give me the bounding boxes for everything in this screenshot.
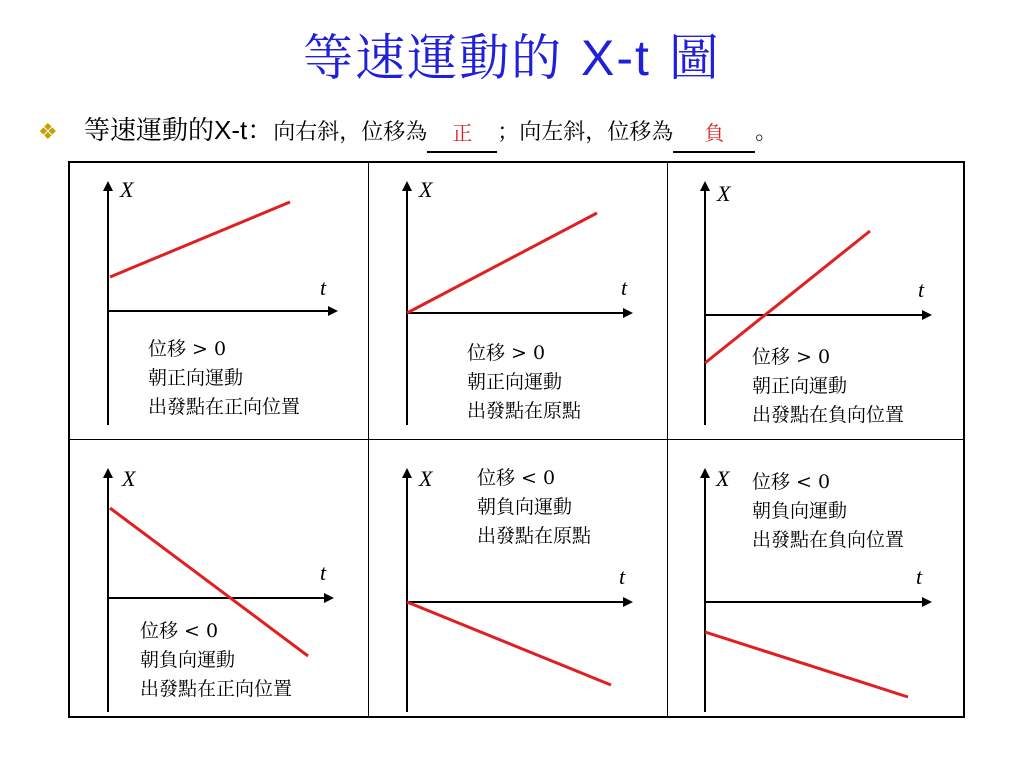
t-axis-label: t (916, 564, 923, 589)
panel-4 (70, 440, 369, 718)
position-line (407, 602, 611, 685)
t-axis-arrow-icon (623, 597, 633, 607)
t-axis-label: t (320, 560, 327, 585)
position-line (110, 202, 290, 277)
diamond-bullet-icon: ❖ (38, 120, 58, 145)
bullet-lead-cjk: 等速運動的 (84, 116, 215, 146)
x-axis-label: X (717, 181, 731, 206)
x-axis-label: X (716, 466, 730, 491)
xt-graph-table (68, 161, 965, 718)
caption-displacement: 位移 > 0 (752, 346, 831, 368)
x-axis-arrow-icon (700, 181, 710, 191)
panel-4-caption (140, 617, 292, 704)
title-latin: X-t (581, 30, 651, 86)
panel-5-caption (477, 464, 591, 551)
page-title (0, 28, 1024, 88)
position-line (407, 213, 597, 313)
caption-displacement: 位移 > 0 (467, 342, 546, 364)
caption-direction: 朝正向運動 (752, 375, 848, 397)
panel-3-caption (752, 343, 904, 430)
title-cjk-2: 圖 (668, 29, 721, 87)
panel-6 (668, 440, 967, 718)
position-line (705, 632, 908, 697)
t-axis-arrow-icon (328, 306, 338, 316)
caption-direction: 朝負向運動 (752, 500, 848, 522)
t-axis-arrow-icon (324, 593, 334, 603)
x-axis-label: X (122, 466, 136, 491)
x-axis-arrow-icon (103, 468, 113, 478)
x-axis-label: X (120, 177, 134, 202)
caption-direction: 朝負向運動 (140, 649, 236, 671)
x-axis-arrow-icon (700, 468, 710, 478)
answer-1: 正 (452, 121, 473, 145)
x-axis-arrow-icon (402, 181, 412, 191)
answer-blank-1 (427, 119, 497, 153)
bullet-lead-latin: X-t： (214, 115, 274, 145)
t-axis-arrow-icon (623, 308, 633, 318)
bullet-lead (84, 116, 273, 146)
caption-displacement: 位移 < 0 (477, 467, 556, 489)
caption-start: 出發點在負向位置 (752, 404, 905, 426)
caption-direction: 朝正向運動 (148, 367, 244, 389)
caption-displacement: 位移 > 0 (148, 338, 227, 360)
panel-2 (369, 163, 668, 441)
x-axis-label: X (419, 177, 433, 202)
caption-displacement: 位移 < 0 (140, 620, 219, 642)
caption-direction: 朝負向運動 (477, 496, 573, 518)
bullet-end: 。 (755, 120, 778, 145)
caption-start: 出發點在正向位置 (140, 678, 293, 700)
t-axis-arrow-icon (922, 597, 932, 607)
bullet-line (38, 110, 1018, 150)
t-axis-label: t (320, 275, 327, 300)
answer-blank-2 (673, 119, 755, 153)
x-axis-label: X (419, 466, 433, 491)
caption-direction: 朝正向運動 (467, 371, 563, 393)
x-axis-arrow-icon (402, 468, 412, 478)
caption-start: 出發點在原點 (467, 400, 582, 422)
panel-1-caption (148, 335, 300, 422)
t-axis-label: t (621, 275, 628, 300)
caption-start: 出發點在原點 (477, 525, 592, 547)
bullet-part1: 向右斜，位移為 (273, 120, 428, 145)
x-axis-arrow-icon (103, 181, 113, 191)
panel-2-caption (467, 339, 581, 426)
panel-6-caption (752, 468, 904, 555)
panel-3 (668, 163, 967, 441)
caption-start: 出發點在負向位置 (752, 529, 905, 551)
t-axis-arrow-icon (922, 310, 932, 320)
panel-1 (70, 163, 369, 441)
caption-start: 出發點在正向位置 (148, 396, 301, 418)
t-axis-label: t (918, 277, 925, 302)
t-axis-label: t (619, 564, 626, 589)
caption-displacement: 位移 < 0 (752, 471, 831, 493)
bullet-part2: ；向左斜，位移為 (497, 120, 674, 145)
title-cjk: 等速運動的 (303, 29, 564, 87)
panel-5 (369, 440, 668, 718)
answer-2: 負 (704, 121, 725, 145)
